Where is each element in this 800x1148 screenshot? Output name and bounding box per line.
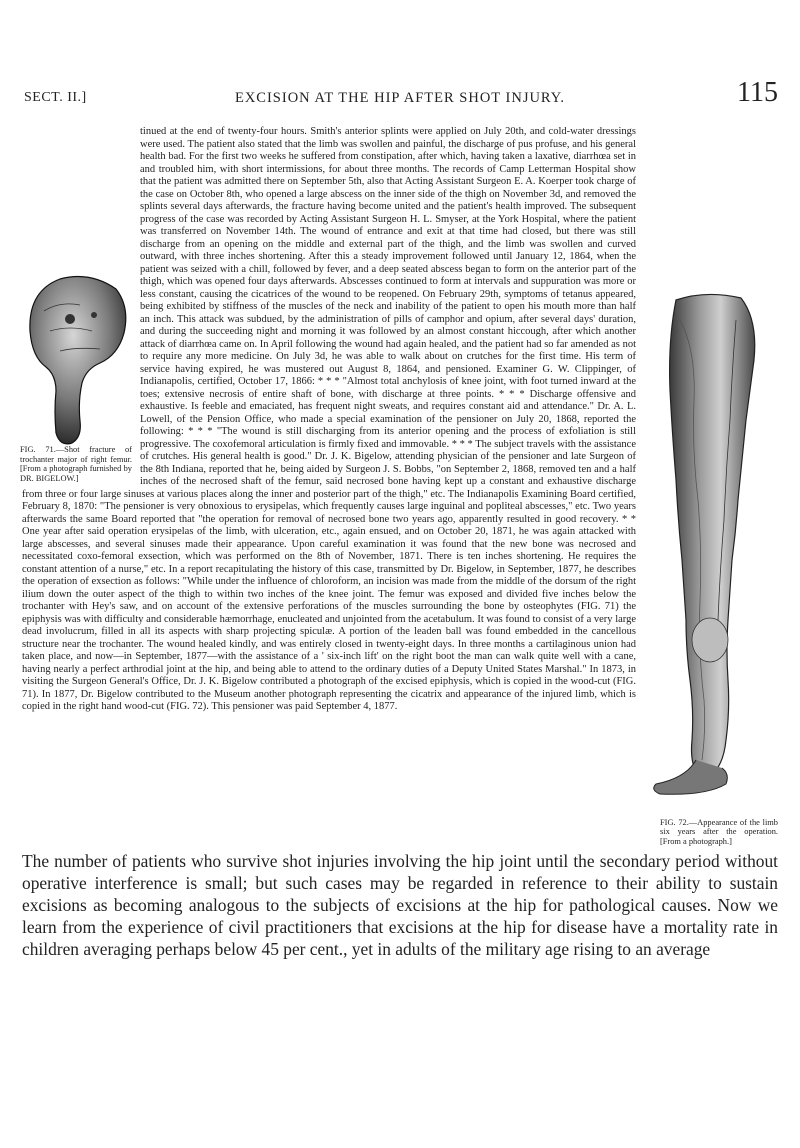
figure-71 (20, 271, 132, 483)
figure-72 (646, 290, 778, 846)
section-label: SECT. II.] (24, 90, 87, 105)
case-history-paragraph: tinued at the end of twenty-four hours. Smith's anterior splints were applied on July 20th, and cold-water dressings were used. The patient also stated that the limb was swollen and painful, the discharge of pus profuse, and his general health bad. For the first two weeks he suffered from constipation, after which, having taken a laxative, diarrhœa set in and troubled him, with short intermissions, for about three months. The records of Camp Letterman Hospital show that the patient was admitted there on September 5th, also that Acting Assistant Surgeon E. A. Koerper took charge of the case on October 8th, who opened a large abscess on the inner side of the thigh on November 3d, and removed the splints several days afterwards, the fracture having become united and the patient's health improved. The subsequent progress of the case was recorded by Acting Assistant Surgeon H. L. Smyser, at the York Hospital, where the patient was transferred on November 14th. The wound of entrance and exit at that time had closed, but there was still discharge from an opening on the middle and external part of the thigh, and the limb was swollen and curved outward, with three inches shortening. After this a steady improvement followed until January 12, 1864, when the patient was seized with a chill, followed by fever, and a deep seated abscess began to form on the anterior part of the thigh, which was opened four days afterwards. Abscesses continued to form at intervals and suppuration was more or less constant, causing the cicatrices of the wound to be reopened. On February 29th, symptoms of tetanus appeared, being exhibited by stiffness of the muscles of the neck and inability of the patient to open his mouth more than half an inch. This attack was subdued, by the administration of pills of camphor and opium, after several days' duration, and during the succeeding night and morning it was followed by an almost constant hiccough, after which another attack of diarrhœa came on. In April following the wound had again healed, and the patient had so far amended as not to require any more medicine. On July 3d, he was able to walk about on crutches for the first time. His term of service having expired, he was mustered out August 8, 1864, and pensioned. Examiner G. W. Clippinger, of Indianapolis, certified, October 17, 1866: * * * "Almost total anchylosis of knee joint, with foot turned inward at the toes; extensive necrosis of entire shaft of bone, with discharge at three points. * * * Discharge offensive and exhaustive. Is feeble and emaciated, has frequent night sweats, and requires constant aid and attendance." Dr. A. L. Lowell, of the Pension Office, who made a special examination of the pensioner on July 20, 1868, reported the following: * * * "The wound is still discharging from its anterior opening and the process of exfoliation is still progressive. The coxofemoral articulation is firmly fixed and immovable. * * * The subject travels with the assistance of crutches. His general health is good." Dr. J. K. Bigelow, attending physician of the pensioner and late Surgeon of the 8th Indiana, reported that he, being aided by Surgeon J. S. Bobbs, "on September 2, 1868, removed ten and a half inches of the necrosed shaft of the femur, said necrosed bone having kept up a constant and exhaustive discharge from three or four large sinuses at various places along the inner and posterior part of the thigh," etc. The Indianapolis Examining Board certified, February 8, 1870: "The pensioner is very obnoxious to erysipelas, which frequently causes large inguinal and popliteal abscesses," etc. Two years afterwards the same Board reported that "the operation for removal of necrosed bone two years ago, apparently resulted in good recovery. * * One year after said operation erysipelas of the limb, with ulceration, etc., again ensued, and on October 20, 1871, he was again attacked with large abscesses, and several sinuses made their appearance. Upon careful examination it was found that the new bone was necrosed and necessitated coxo-femoral exsection, which was performed on the 8th of November, 1871. There is ten inches shortening. He requires the constant attention of a nurse," etc. In a report recapitulating the history of this case, transmitted by Dr. Bigelow, in September, 1877, he describes the operation of exsection as follows: "While under the influence of chloroform, an incision was made from the middle of the dorsum of the right ilium down the outer aspect of the thigh to within two inches of the knee joint. The femur was exposed and divided five inches below the trochanter with Hey's saw, and on account of the extensive perforations of the muscles surrounding the bone by osteophytes (FIG. 71) the epiphysis was with difficulty and considerable hæmorrhage, enucleated and unjointed from the acetabulum. It was found to consist of a very large dead involucrum, filled in all its aspects with sharp projecting spiculæ. A portion of the leaden ball was found embedded in the cancellous structure near the trochanter. The wound healed kindly, and was entirely closed in twenty-eight days. In three months a cartilaginous union had taken place, and now—in September, 1877—with the assistance of a ' six-inch lift' on the right boot the man can walk quite well with a cane, having nearly a perfect arthrodial joint at the hip, and being able to attend to the ordinary duties of a Deputy United States Marshal." In 1873, in visiting the Surgeon General's Office, Dr. J. K. Bigelow contributed a photograph of the excised epiphysis, which is copied in the wood-cut (FIG. 71). In 1877, Dr. Bigelow contributed to the Museum another photograph representing the cicatrix and appearance of the injured limb, which is copied in the right hand wood-cut (FIG. 72). This pensioner was paid September 4, 1877. (22, 126, 636, 712)
article-body (22, 126, 778, 960)
femur-epiphysis-woodcut (20, 271, 132, 449)
limb-woodcut-illustration (646, 290, 778, 800)
main-paragraph: The number of patients who survive shot injuries involving the hip joint until the secondary period without operative interference is small; but such cases may be regarded in reference to their ability to sustain excisions as becoming analogous to the subjects of excisions at the hip for pathological causes. Now we learn from the experience of civil practitioners that excisions at the hip for disease have a mortality rate in children averaging perhaps below 45 per cent., yet in adults of the military age rising to an average (22, 851, 778, 959)
page (22, 0, 778, 1148)
figure-71-caption: FIG. 71.—Shot fracture of trochanter major of right femur. [From a photograph furnished by DR. BIGELOW.] (20, 445, 132, 483)
figure-72-caption: FIG. 72.—Appearance of the limb six years after the operation. [From a photograph.] (660, 817, 778, 846)
case-history-text (20, 126, 778, 846)
page-number: 115 (737, 77, 778, 108)
running-title: EXCISION AT THE HIP AFTER SHOT INJURY. (234, 90, 566, 106)
running-header (22, 78, 778, 112)
